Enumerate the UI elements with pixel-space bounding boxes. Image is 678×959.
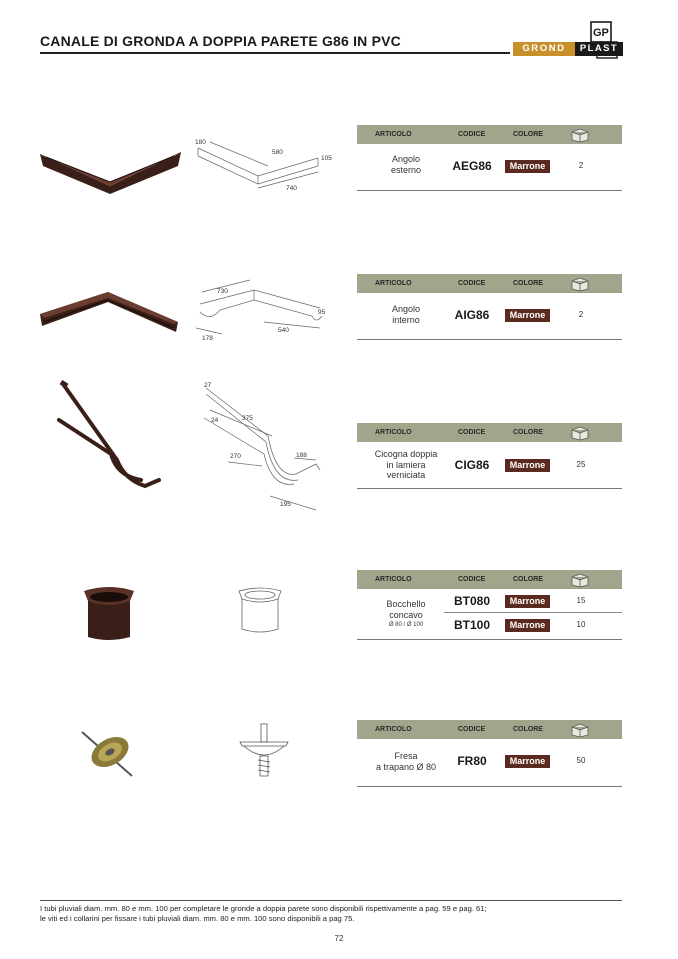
svg-text:540: 540 — [278, 327, 289, 334]
header-colore: COLORE — [513, 726, 543, 733]
product-table-fr80 — [357, 720, 622, 787]
header-rule — [40, 52, 510, 54]
product-table-cig86 — [357, 423, 622, 489]
svg-text:27: 27 — [204, 382, 212, 389]
page-number: 72 — [334, 934, 344, 943]
table-body — [357, 144, 622, 191]
concave-outlet-drawing — [236, 585, 284, 637]
header-codice: CODICE — [458, 726, 486, 733]
hole-saw-drawing — [236, 722, 292, 782]
svg-text:178: 178 — [202, 335, 213, 342]
svg-text:180: 180 — [195, 139, 206, 146]
footer-note — [40, 904, 640, 924]
svg-text:195: 195 — [280, 501, 291, 508]
product-code: AIG86 — [454, 308, 490, 322]
pack-quantity: 10 — [576, 620, 586, 629]
pack-quantity: 50 — [576, 756, 586, 765]
header-codice: CODICE — [458, 131, 486, 138]
article-name: Cicogna doppia in lamiera verniciata — [374, 449, 438, 480]
product-code: BT100 — [453, 618, 491, 632]
header-colore: COLORE — [513, 131, 543, 138]
svg-text:105: 105 — [321, 155, 332, 162]
color-badge: Marrone — [505, 309, 550, 322]
header-articolo: ARTICOLO — [375, 280, 412, 287]
box-icon — [569, 571, 591, 588]
header-colore: COLORE — [513, 280, 543, 287]
external-corner-drawing — [188, 136, 336, 198]
article-name: Bocchello concavo Ø 80 / Ø 100 — [357, 599, 455, 631]
color-badge: Marrone — [505, 459, 550, 472]
internal-corner-drawing — [192, 278, 332, 346]
diameter-note: Ø 80 / Ø 100 — [388, 622, 424, 628]
table-body — [357, 442, 622, 489]
grondplast-logo — [513, 20, 625, 60]
table-body — [357, 739, 622, 787]
product-code: AEG86 — [452, 159, 492, 173]
footer-line-2: le viti ed i collarini per fissare i tubi pluviali diam. mm. 80 e mm. 100 sono disponibili a pag 75. — [40, 914, 355, 923]
header-codice: CODICE — [458, 576, 486, 583]
product-code: BT080 — [453, 594, 491, 608]
svg-text:24: 24 — [211, 417, 219, 424]
svg-text:270: 270 — [230, 453, 241, 460]
svg-text:730: 730 — [217, 288, 228, 295]
row-separator — [444, 612, 622, 613]
concave-outlet-photo — [82, 585, 136, 643]
header-codice: CODICE — [458, 429, 486, 436]
table-header — [357, 720, 622, 739]
svg-text:95: 95 — [318, 309, 326, 316]
table-header — [357, 423, 622, 442]
svg-text:580: 580 — [272, 149, 283, 156]
box-icon — [569, 424, 591, 441]
svg-text:375: 375 — [242, 415, 253, 422]
box-icon — [569, 275, 591, 292]
footer-line-1: I tubi pluviali diam. mm. 80 e mm. 100 per completare le gronde a doppia parete sono disponibili rispettivamente a pag. 59 e pag. 61; — [40, 904, 487, 913]
header-codice: CODICE — [458, 280, 486, 287]
table-body — [357, 293, 622, 340]
table-body — [357, 589, 622, 640]
header-articolo: ARTICOLO — [375, 726, 412, 733]
header-colore: COLORE — [513, 429, 543, 436]
pack-quantity: 25 — [576, 460, 586, 469]
table-header — [357, 125, 622, 144]
table-header — [357, 274, 622, 293]
color-badge: Marrone — [505, 755, 550, 768]
page-title: CANALE DI GRONDA A DOPPIA PARETE G86 IN PVC — [40, 33, 401, 49]
header-articolo: ARTICOLO — [375, 429, 412, 436]
product-code: FR80 — [457, 754, 487, 768]
color-badge: Marrone — [505, 619, 550, 632]
pack-quantity: 15 — [576, 596, 586, 605]
header-articolo: ARTICOLO — [375, 576, 412, 583]
svg-text:GP: GP — [593, 27, 609, 39]
product-table-bt — [357, 570, 622, 640]
product-table-aig86 — [357, 274, 622, 340]
box-icon — [569, 126, 591, 143]
pack-quantity: 2 — [578, 310, 584, 319]
footer-rule — [40, 900, 622, 901]
color-badge: Marrone — [505, 160, 550, 173]
double-bracket-drawing — [198, 378, 326, 518]
color-badge: Marrone — [505, 595, 550, 608]
box-icon — [569, 721, 591, 738]
internal-corner-photo — [38, 288, 180, 338]
header-colore: COLORE — [513, 576, 543, 583]
logo-plast-text: PLAST — [575, 42, 623, 56]
external-corner-photo — [38, 138, 183, 198]
hole-saw-photo — [78, 728, 138, 780]
article-name: Angolo interno — [391, 304, 421, 325]
product-table-aeg86 — [357, 125, 622, 191]
logo-grond-text: GROND — [513, 42, 575, 56]
article-name: Angolo esterno — [390, 154, 422, 175]
svg-text:740: 740 — [286, 185, 297, 192]
article-name: Fresa a trapano Ø 80 — [375, 751, 437, 772]
pack-quantity: 2 — [578, 161, 584, 170]
double-bracket-photo — [55, 380, 165, 505]
table-header — [357, 570, 622, 589]
svg-text:188: 188 — [296, 452, 307, 459]
product-code: CIG86 — [454, 458, 490, 472]
header-articolo: ARTICOLO — [375, 131, 412, 138]
